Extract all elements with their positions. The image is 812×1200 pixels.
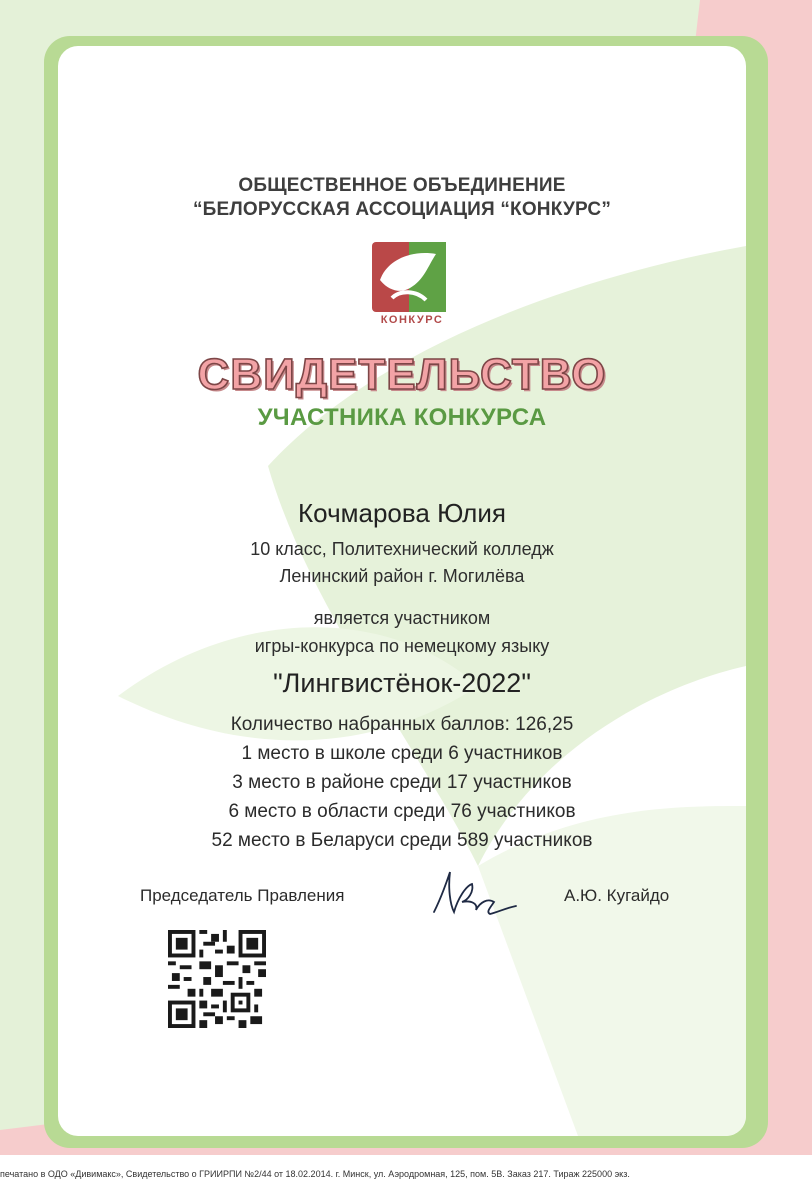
participant-name: Кочмарова Юлия (298, 498, 506, 528)
qr-code (168, 930, 266, 1028)
logo-text: КОНКУРС (380, 314, 444, 326)
result-school: 1 место в школе среди 6 участников (241, 743, 563, 764)
result-district: 3 место в районе среди 17 участников (232, 772, 572, 793)
result-country: 52 место в Беларуси среди 589 участников (211, 830, 593, 851)
handwritten-signature (428, 862, 518, 920)
signatory-position: Председатель Правления (140, 886, 345, 905)
participant-district: Ленинский район г. Могилёва (279, 566, 525, 586)
participant-status: является участником (313, 608, 491, 628)
certificate-card (58, 46, 746, 1136)
print-imprint: печатано в ОДО «Дивимакс», Свидетельство о ГРИИРПИ №2/44 от 18.02.2014. г. Минск, ул. Аэродромная, 125, пом. 5В. Заказ 217. Тираж 225000 экз. (0, 1169, 630, 1179)
signatory-name: А.Ю. Кугайдо (564, 886, 670, 905)
result-score: Количество набранных баллов: 126,25 (230, 714, 574, 735)
certificate-subtitle: УЧАСТНИКА КОНКУРСА (257, 404, 547, 431)
participant-school: 10 класс, Политехнический колледж (250, 539, 554, 559)
certificate-title: СВИДЕТЕЛЬСТВО (197, 350, 607, 399)
result-region: 6 место в области среди 76 участников (228, 801, 576, 822)
contest-name: "Лингвистёнок-2022" (273, 668, 531, 698)
organization-line1: ОБЩЕСТВЕННОЕ ОБЪЕДИНЕНИЕ (238, 175, 566, 196)
organization-line2: “БЕЛОРУССКАЯ АССОЦИАЦИЯ “КОНКУРС” (192, 199, 612, 220)
contest-type: игры-конкурса по немецкому языку (254, 636, 550, 656)
